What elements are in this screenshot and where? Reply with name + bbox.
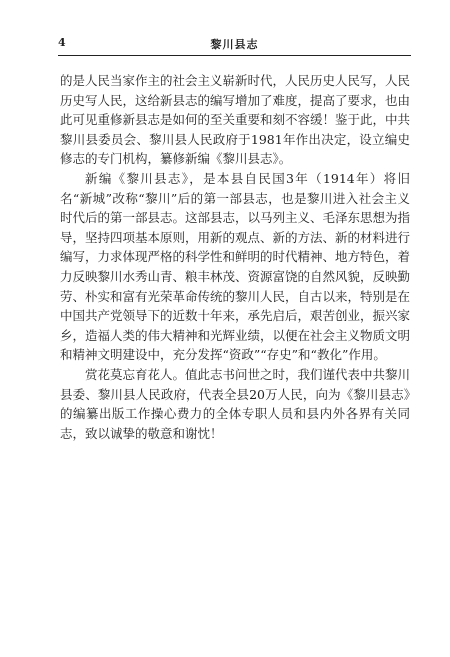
paragraph-new-county-annals: 新编《黎川县志》，是本县自民国3年（1914年）将旧名“新城”改称“黎川”后的第一部县志，也是黎川进入社会主义时代后的第一部县志。这部县志，以马列主义、毛泽东思想为指导，坚持四项基本原则，用新的观点、新的方法、新的材料进行编写，力求体现严格的科学性和鲜明的时代精神、地方特色，着力反映黎川水秀山青、粮丰林茂、资源富饶的自然风貌，反映勤劳、朴实和富有光荣革命传统的黎川人民，自古以来，特别是在中国共产党领导下的近数十年来，承先启后，艰苦创业，振兴家乡，造福人类的伟大精神和光辉业绩，以便在社会主义物质文明和精神文明建设中，充分发挥“资政”“存史”和“教化”作用。 xyxy=(60,170,411,363)
paragraph-acknowledgement: 赏花莫忘育花人。值此志书问世之时，我们谨代表中共黎川县委、黎川县人民政府，代表全县20万人民，向为《黎川县志》的编纂出版工作操心费力的全体专职人员和县内外各界有关同志，致以诚挚的敬意和谢忱！ xyxy=(60,366,411,441)
running-title: 黎川县志 xyxy=(210,38,259,51)
paragraph-continued: 的是人民当家作主的社会主义崭新时代，人民历史人民写，人民历史写人民，这给新县志的编写增加了难度，提高了要求，也由此可见重修新县志是如何的至关重要和刻不容缓！鉴于此，中共黎川县委员会、黎川县人民政府于1981年作出决定，设立编史修志的专门机构，纂修新编《黎川县志》。 xyxy=(60,73,411,167)
page-header xyxy=(58,36,411,52)
body-text xyxy=(60,71,410,443)
header-rule xyxy=(58,55,411,56)
page-number: 4 xyxy=(58,36,66,49)
